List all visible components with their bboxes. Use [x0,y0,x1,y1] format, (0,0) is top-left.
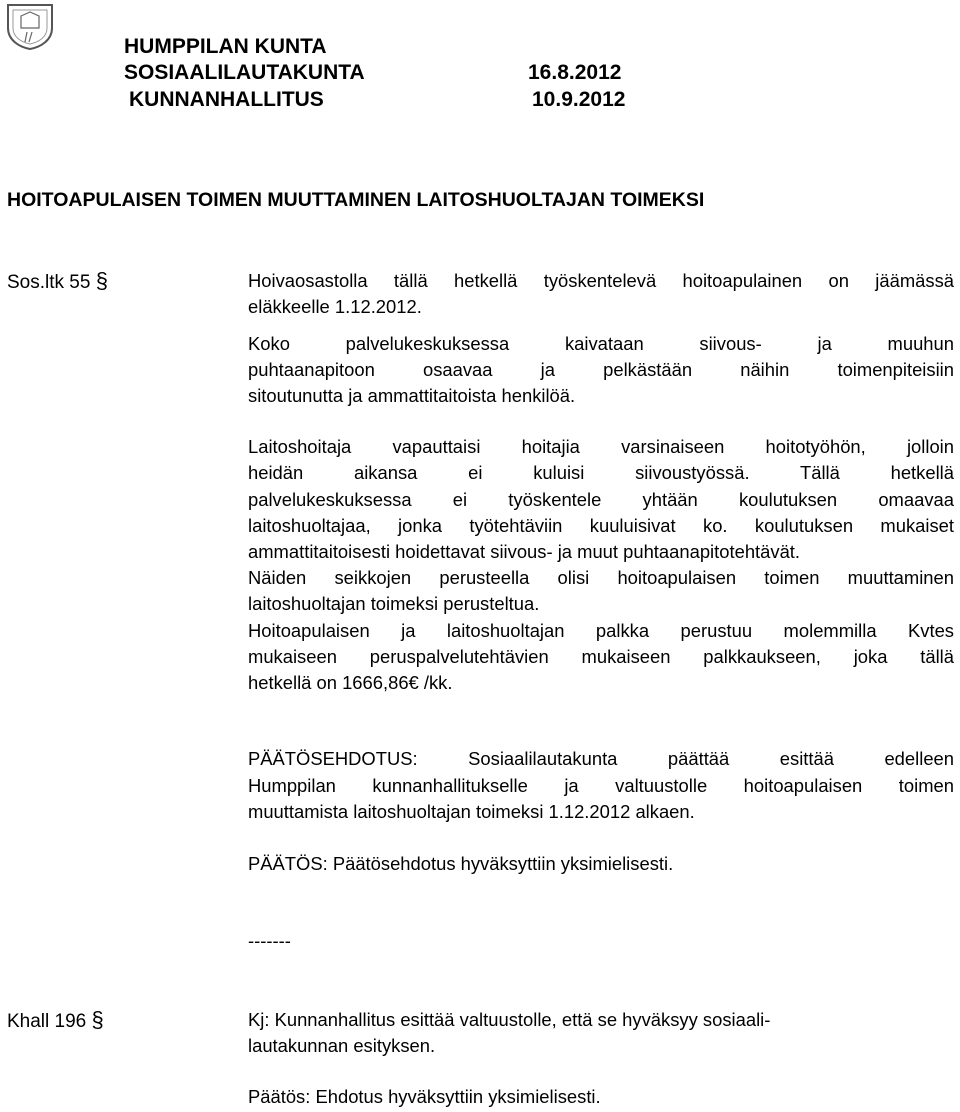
meeting-date-2: 10.9.2012 [532,88,626,111]
section-mark-2-icon: § [91,1007,104,1032]
body-line: ammattitaitoisesti hoidettavat siivous- ja muut puhtaanapitotehtävät. [248,541,801,562]
separator: ------- [248,930,291,951]
municipal-crest-icon [5,2,55,50]
board-name-2: KUNNANHALLITUS [129,88,324,111]
body-line: Koko palvelukeskuksessa kaivataan siivous- ja muuhun [248,333,954,354]
section-ref-1-number: Sos.ltk 55 [7,272,91,293]
body-line: laitoshuoltajan toimeksi perusteltua. [248,593,540,614]
proposal-line: muuttamista laitoshuoltajan toimeksi 1.12.2012 alkaen. [248,801,695,822]
body-line: puhtaanapitoon osaavaa ja pelkästään näihin toimenpiteisiin [248,359,954,380]
section-ref-2 [7,1007,104,1033]
body-line: laitoshuoltajaa, jonka työtehtäviin kuuluisivat ko. koulutuksen mukaiset [248,515,954,536]
section-mark-1-icon: § [95,268,108,293]
section-ref-1 [7,268,108,294]
body-line: Näiden seikkojen perusteella olisi hoitoapulaisen toimen muuttaminen [248,567,954,588]
proposal-line: PÄÄTÖSEHDOTUS: Sosiaalilautakunta päättää esittää edelleen [248,748,954,769]
section-ref-2-number: Khall 196 [7,1011,87,1032]
body-line: Hoivaosastolla tällä hetkellä työskentelevä hoitoapulainen on jäämässä [248,270,954,291]
body-line: Kj: Kunnanhallitus esittää valtuustolle, että se hyväksyy sosiaali- [248,1009,771,1030]
meeting-date-1: 16.8.2012 [528,61,622,84]
body-line: palvelukeskuksessa ei työskentele yhtään koulutuksen omaavaa [248,489,954,510]
body-line: Hoitoapulaisen ja laitoshuoltajan palkka perustuu molemmilla Kvtes [248,620,954,641]
decision-line: PÄÄTÖS: Päätösehdotus hyväksyttiin yksimielisesti. [248,853,674,874]
decision-line: Päätös: Ehdotus hyväksyttiin yksimielisesti. [248,1086,601,1107]
body-line: hetkellä on 1666,86€ /kk. [248,672,453,693]
proposal-line: Humppilan kunnanhallitukselle ja valtuustolle hoitoapulaisen toimen [248,775,954,796]
body-line: lautakunnan esityksen. [248,1035,436,1056]
body-line: mukaiseen peruspalvelutehtävien mukaiseen palkkaukseen, joka tällä [248,646,954,667]
document-title: HOITOAPULAISEN TOIMEN MUUTTAMINEN LAITOSHUOLTAJAN TOIMEKSI [7,189,705,211]
body-line: Laitoshoitaja vapauttaisi hoitajia varsinaiseen hoitotyöhön, jolloin [248,436,954,457]
municipality-name: HUMPPILAN KUNTA [124,35,327,58]
body-line: eläkkeelle 1.12.2012. [248,296,422,317]
body-line: heidän aikansa ei kuluisi siivoustyössä. Tällä hetkellä [248,462,954,483]
board-name-1: SOSIAALILAUTAKUNTA [124,61,365,84]
body-line: sitoutunutta ja ammattitaitoista henkilöä. [248,385,576,406]
